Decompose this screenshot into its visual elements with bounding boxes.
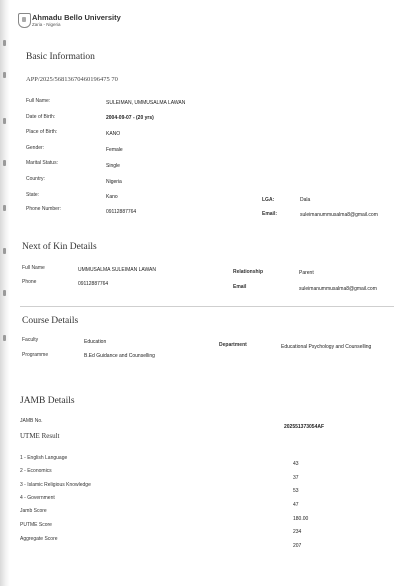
scan-speck — [3, 118, 6, 124]
jamb-no-value: 202551373054AF — [284, 424, 325, 430]
kin-email-value: suleimanummusalma8@gmail.com — [299, 286, 377, 292]
scan-speck — [3, 248, 6, 254]
jamb-score-label: Jamb Score — [20, 508, 47, 514]
subject-name: 3 - Islamic Religious Knowledge — [20, 482, 91, 488]
kin-phone-label: Phone — [22, 279, 37, 285]
aggregate-score-value: 207 — [293, 543, 302, 549]
subject-name: 2 - Economics — [20, 468, 52, 474]
programme-label: Programme — [22, 352, 49, 358]
aggregate-score-label: Aggregate Score — [20, 536, 58, 542]
scan-speck — [3, 72, 6, 78]
subject-score: 37 — [293, 475, 299, 481]
place-of-birth-value: KANO — [106, 131, 121, 137]
email-label: Email: — [262, 211, 278, 217]
phone-number-label: Phone Number: — [26, 206, 62, 212]
scan-speck — [3, 290, 6, 296]
university-name: Ahmadu Bello University — [32, 13, 121, 22]
lga-label: LGA: — [262, 197, 275, 203]
scan-speck — [3, 205, 6, 211]
lga-value: Dala — [300, 197, 311, 203]
full-name-value: SULEIMAN, UMMUSALMA LAWAN — [106, 100, 186, 106]
university-logo-icon — [18, 13, 31, 28]
subject-name: 1 - English Language — [20, 455, 68, 461]
next-of-kin-title: Next of Kin Details — [22, 242, 97, 252]
scan-speck — [3, 160, 6, 166]
country-label: Country: — [26, 176, 45, 182]
email-value: suleimanummusalma8@gmail.com — [300, 212, 378, 218]
kin-phone-value: 09112887764 — [78, 281, 109, 287]
section-divider — [20, 306, 394, 307]
scan-speck — [3, 335, 6, 341]
department-label: Department — [219, 342, 247, 348]
department-value: Educational Psychology and Counselling — [281, 344, 372, 350]
basic-info-title: Basic Information — [26, 52, 95, 62]
putme-score-label: PUTME Score — [20, 522, 52, 528]
state-label: State: — [26, 192, 40, 198]
jamb-score-value: 180.00 — [293, 516, 309, 522]
faculty-label: Faculty — [22, 337, 39, 343]
jamb-details-title: JAMB Details — [20, 396, 75, 406]
kin-full-name-value: UMMUSALMA SULEIMAN LAWAN — [78, 267, 156, 273]
marital-status-label: Marital Status: — [26, 160, 58, 166]
full-name-label: Full Name: — [26, 98, 51, 104]
subject-score: 47 — [293, 502, 299, 508]
kin-relationship-label: Relationship — [233, 269, 264, 275]
application-number: APP/2025/56813670460196475 70 — [26, 76, 118, 83]
phone-number-value: 09112887764 — [106, 209, 137, 215]
gender-value: Female — [106, 147, 123, 153]
putme-score-value: 234 — [293, 529, 302, 535]
jamb-no-label: JAMB No. — [20, 418, 43, 424]
subject-name: 4 - Government — [20, 495, 55, 501]
university-location: Zaria - Nigeria — [32, 22, 61, 27]
kin-email-label: Email — [233, 284, 247, 290]
scan-speck — [3, 40, 6, 46]
country-value: Nigeria — [106, 179, 122, 185]
kin-full-name-label: Full Name — [22, 265, 45, 271]
kin-relationship-value: Parent — [299, 270, 314, 276]
dob-label: Date of Birth: — [26, 114, 56, 120]
course-details-title: Course Details — [22, 316, 79, 326]
utme-result-title: UTME Result — [20, 432, 60, 440]
marital-status-value: Single — [106, 163, 120, 169]
gender-label: Gender: — [26, 145, 45, 151]
programme-value: B.Ed Guidance and Counselling — [84, 353, 155, 359]
dob-value: 2004-09-07 - (20 yrs) — [106, 115, 154, 121]
place-of-birth-label: Place of Birth: — [26, 129, 58, 135]
state-value: Kano — [106, 194, 118, 200]
subject-score: 53 — [293, 488, 299, 494]
faculty-value: Education — [84, 339, 107, 345]
subject-score: 43 — [293, 461, 299, 467]
